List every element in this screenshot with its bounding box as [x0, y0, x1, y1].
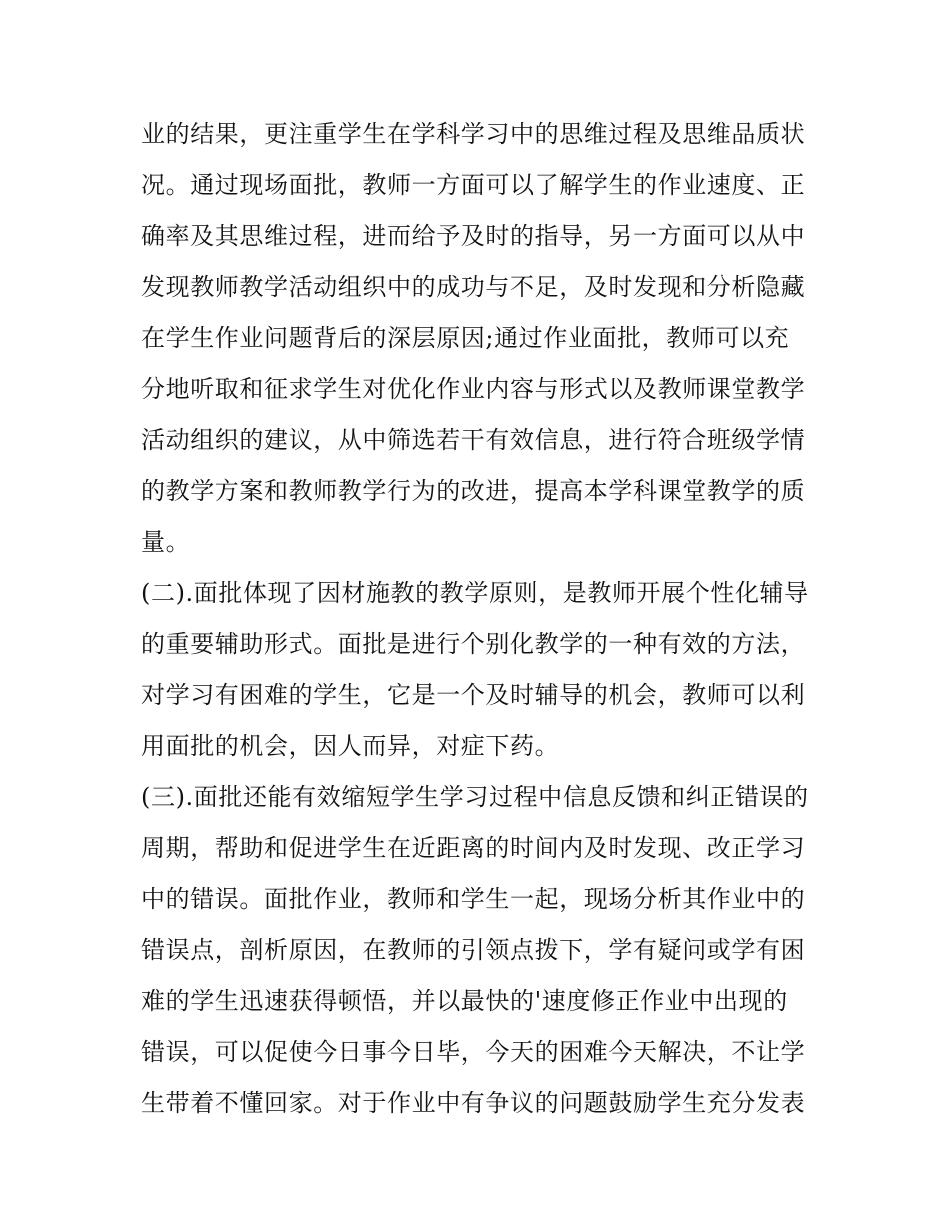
- text-line: 在学生作业问题背后的深层原因;通过作业面批，教师可以充: [141, 324, 790, 352]
- text-line: 况。通过现场面批，教师一方面可以了解学生的作业速度、正: [141, 171, 806, 199]
- text-line: 错误点，剖析原因，在教师的引领点拨下，学有疑问或学有困: [141, 936, 806, 964]
- text-line: 的教学方案和教师教学行为的改进，提高本学科课堂教学的质: [141, 477, 806, 505]
- section-heading-line: (三).面批还能有效缩短学生学习过程中信息反馈和纠正错误的: [141, 783, 809, 811]
- body-text: [141, 109, 821, 1129]
- text-line: 中的错误。面批作业，教师和学生一起，现场分析其作业中的: [141, 885, 806, 913]
- text-line: 错误，可以促使今日事今日毕，今天的困难今天解决，不让学: [141, 1038, 806, 1066]
- text-line: 对学习有困难的学生，它是一个及时辅导的机会，教师可以利: [141, 681, 806, 709]
- text-line: 分地听取和征求学生对优化作业内容与形式以及教师课堂教学: [141, 375, 806, 403]
- text-line: 周期，帮助和促进学生在近距离的时间内及时发现、改正学习: [141, 834, 806, 862]
- text-line: 难的学生迅速获得顿悟，并以最快的'速度修正作业中出现的: [141, 987, 788, 1015]
- text-line: 用面批的机会，因人而异，对症下药。: [141, 732, 560, 760]
- text-line: 的重要辅助形式。面批是进行个别化教学的一种有效的方法，: [141, 630, 806, 658]
- text-line: 业的结果，更注重学生在学科学习中的思维过程及思维品质状: [141, 120, 806, 148]
- text-line: 发现教师教学活动组织中的成功与不足，及时发现和分析隐藏: [141, 273, 806, 301]
- section-heading-line: (二).面批体现了因材施教的教学原则，是教师开展个性化辅导: [141, 579, 809, 607]
- text-line: 生带着不懂回家。对于作业中有争议的问题鼓励学生充分发表: [141, 1089, 806, 1117]
- text-line: 确率及其思维过程，进而给予及时的指导，另一方面可以从中: [141, 222, 806, 250]
- text-line: 量。: [141, 528, 191, 556]
- text-line: 活动组织的建议，从中筛选若干有效信息，进行符合班级学情: [141, 426, 806, 454]
